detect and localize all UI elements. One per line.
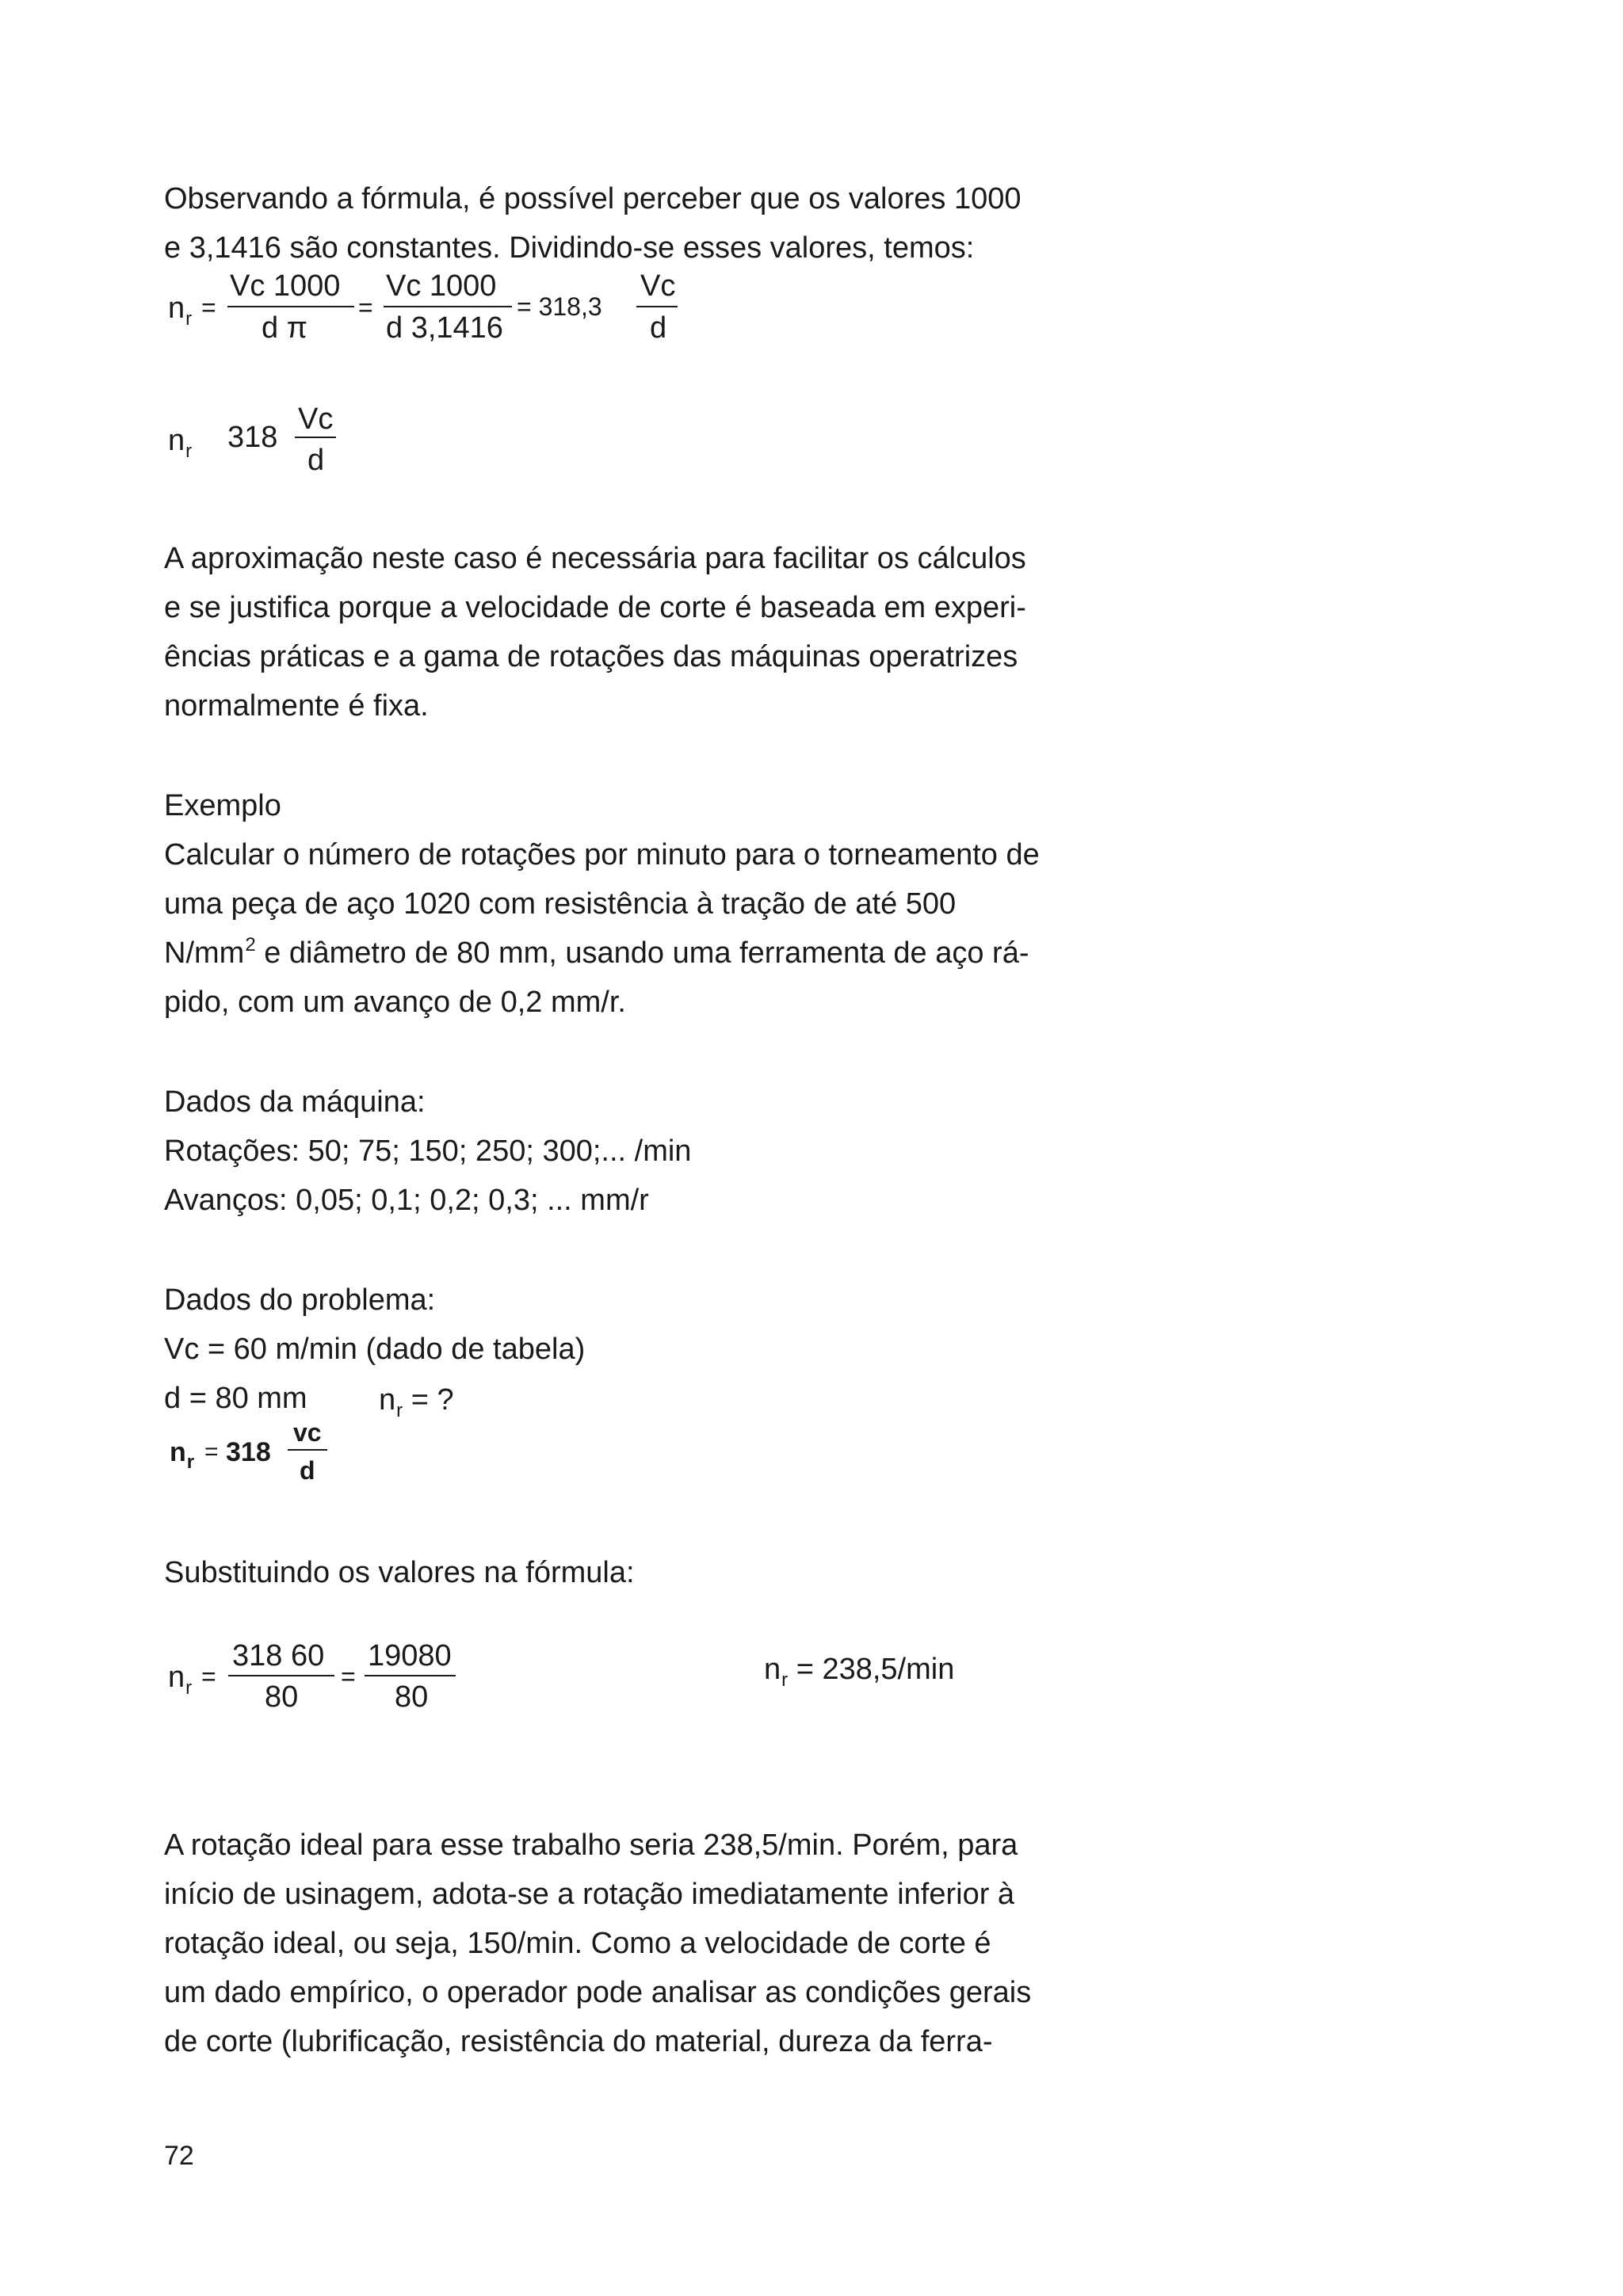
problem-data-vc: Vc = 60 m/min (dado de tabela): [164, 1333, 586, 1366]
formula-1-frac1-bar: [227, 306, 354, 307]
paragraph-3-line-1: A rotação ideal para esse trabalho seria 238,5/min. Porém, para: [164, 1829, 1018, 1862]
paragraph-1-line-2: e 3,1416 são constantes. Dividindo-se esses valores, temos:: [164, 231, 975, 265]
result-value: $n_r = 238,5/\min$: [764, 1653, 955, 1691]
formula-4-lhs: $n_r$: [168, 1661, 193, 1699]
formula-1-frac2-numerator: Vc 1000: [386, 269, 497, 303]
example-line-1: Calcular o número de rotações por minuto para o torneamento de: [164, 838, 1040, 871]
formula-1-frac3-numerator: Vc: [640, 269, 676, 303]
formula-4-frac2-bar: [365, 1675, 456, 1676]
formula-1-frac1-denominator: d π: [262, 311, 307, 345]
formula-3-lhs: $n_r$: [170, 1437, 195, 1473]
machine-data-rotations: Rotações: 50; 75; 150; 250; 300;... /min: [164, 1135, 692, 1168]
formula-1-frac3-bar: [636, 306, 678, 307]
formula-1-frac1-numerator: Vc 1000: [230, 269, 341, 303]
machine-data-heading: Dados da máquina:: [164, 1085, 426, 1119]
machine-data-feeds: Avanços: 0,05; 0,1; 0,2; 0,3; ... mm/r: [164, 1184, 649, 1217]
formula-1-frac3-denominator: d: [650, 311, 667, 345]
formula-4-frac1-denominator: 80: [265, 1680, 299, 1714]
formula-4-frac2-denominator: 80: [395, 1680, 429, 1714]
formula-1-equals: =: [201, 293, 216, 322]
page-number: 72: [164, 2141, 194, 2171]
formula-2-frac-denominator: d: [307, 444, 325, 477]
paragraph-2-line-4: normalmente é fixa.: [164, 689, 429, 723]
paragraph-2-line-2: e se justifica porque a velocidade de corte é baseada em experi-: [164, 591, 1026, 624]
formula-1-lhs: $n_r$: [168, 292, 193, 330]
paragraph-3-line-4: um dado empírico, o operador pode analisar as condições gerais: [164, 1976, 1032, 2009]
formula-1-frac2-denominator: d 3,1416: [386, 311, 503, 345]
formula-2-frac-bar: [295, 437, 336, 438]
example-line-2: uma peça de aço 1020 com resistência à tração de até 500: [164, 887, 957, 921]
formula-2-frac-numerator: Vc: [298, 402, 334, 436]
problem-data-heading: Dados do problema:: [164, 1283, 436, 1317]
formula-3-coefficient: 318: [226, 1437, 271, 1467]
formula-3-frac-bar: [288, 1449, 327, 1451]
problem-data-nr: $n_r$ = ?: [379, 1383, 454, 1421]
formula-1-equals-2: =: [358, 293, 373, 322]
formula-4-equals: =: [201, 1662, 216, 1691]
formula-3-frac-numerator: vc: [293, 1418, 322, 1447]
formula-4-frac1-bar: [228, 1675, 334, 1676]
formula-3-frac-denominator: d: [300, 1456, 315, 1485]
formula-1-coefficient: = 318,3: [517, 292, 602, 321]
paragraph-3-line-3: rotação ideal, ou seja, 150/min. Como a velocidade de corte é: [164, 1927, 991, 1960]
paragraph-3-line-2: início de usinagem, adota-se a rotação imediatamente inferior à: [164, 1878, 1015, 1911]
paragraph-2-line-3: ências práticas e a gama de rotações das máquinas operatrizes: [164, 640, 1018, 673]
example-heading: Exemplo: [164, 789, 281, 822]
formula-3-equals: =: [204, 1439, 219, 1465]
paragraph-2-line-1: A aproximação neste caso é necessária para facilitar os cálculos: [164, 542, 1026, 575]
paragraph-3-line-5: de corte (lubrificação, resistência do material, dureza da ferra-: [164, 2025, 993, 2058]
problem-data-d: d = 80 mm: [164, 1382, 307, 1415]
substitution-heading: Substituindo os valores na fórmula:: [164, 1556, 635, 1589]
formula-1-frac2-bar: [384, 306, 512, 307]
formula-4-frac2-numerator: 19080: [368, 1639, 452, 1672]
formula-2-lhs: $n_r$: [168, 424, 193, 462]
formula-4-equals-2: =: [341, 1662, 356, 1691]
example-line-4: pido, com um avanço de 0,2 mm/r.: [164, 986, 626, 1019]
paragraph-1-line-1: Observando a fórmula, é possível perceber que os valores 1000: [164, 182, 1022, 215]
formula-4-frac1-numerator: 318 60: [232, 1639, 325, 1672]
example-line-3: $N/mm^2$ e diâmetro de 80 mm, usando uma ferramenta de aço rá-: [164, 934, 1029, 970]
formula-2-coefficient: 318: [227, 421, 278, 454]
